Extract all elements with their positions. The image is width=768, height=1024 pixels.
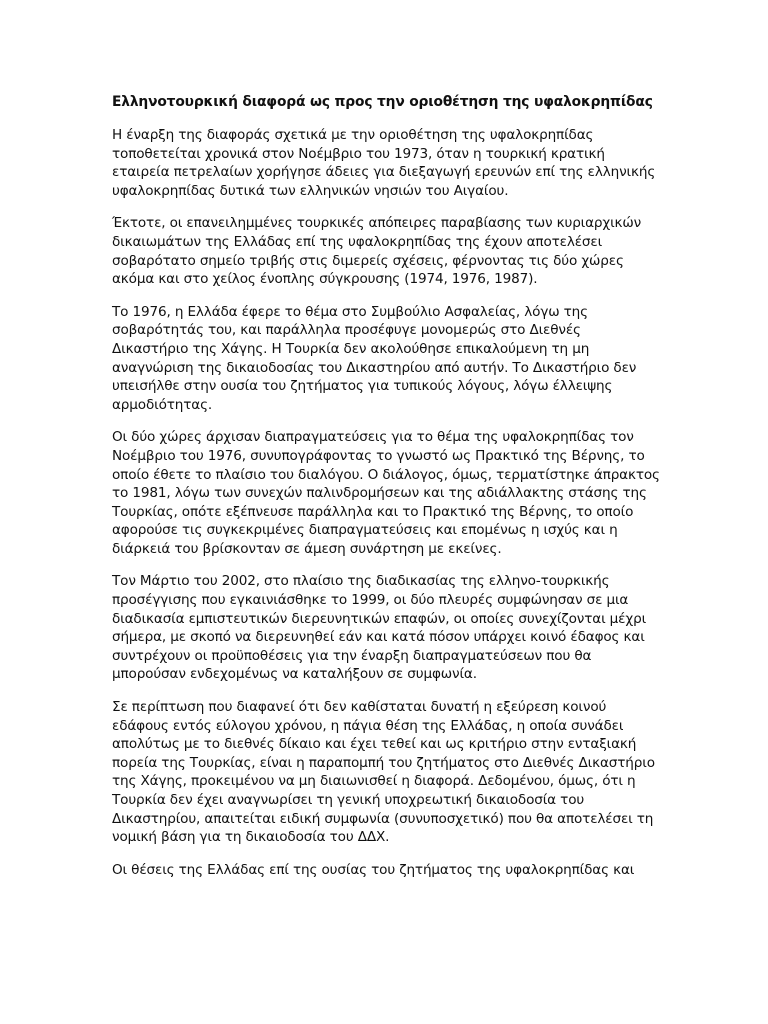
paragraph-1: Η έναρξη της διαφοράς σχετικά με την οριοθέτηση της υφαλοκρηπίδας τοποθετείται χρονικά στον Νοέμβριο του 1973, όταν η τουρκική κρατική εταιρεία πετρελαίων χορήγησε άδειες για διεξαγωγή ερευνών επί της ελληνικής υφαλοκρηπίδας δυτικά των ελληνικών νησιών του Αιγαίου. [112, 127, 656, 199]
document-page [112, 92, 660, 879]
paragraph-4: Οι δύο χώρες άρχισαν διαπραγματεύσεις για το θέμα της υφαλοκρηπίδας τον Νοέμβριο του 1976, συνυπογράφοντας το γνωστό ως Πρακτικό της Βέρνης, το οποίο έθετε το πλαίσιο του διαλόγου. Ο διάλογος, όμως, τερματίστηκε άπρακτος το 1981, λόγω των συνεχών παλινδρομήσεων και της αδιάλλακτης στάσης της Τουρκίας, οπότε εξέπνευσε παράλληλα και το Πρακτικό της Βέρνης, το οποίο αφορούσε τις συγκεκριμένες διαπραγματεύσεις και επομένως η ισχύς και η διάρκειά του βρίσκονταν σε άμεση συνάρτηση με εκείνες. [112, 429, 660, 557]
paragraph-5: Τον Μάρτιο του 2002, στο πλαίσιο της διαδικασίας της ελληνο-τουρκικής προσέγγισης που εγκαινιάσθηκε το 1999, οι δύο πλευρές συμφώνησαν σε μια διαδικασία εμπιστευτικών διερευνητικών επαφών, οι οποίες συνεχίζονται μέχρι σήμερα, με σκοπό να διερευνηθεί εάν και κατά πόσον υπάρχει κοινό έδαφος και συντρέχουν οι προϋποθέσεις για την έναρξη διαπραγματεύσεων που θα μπορούσαν ενδεχομένως να καταλήξουν σε συμφωνία. [112, 573, 647, 683]
document-title: Ελληνοτουρκική διαφορά ως προς την οριοθέτηση της υφαλοκρηπίδας [112, 94, 653, 110]
paragraph-6: Σε περίπτωση που διαφανεί ότι δεν καθίσταται δυνατή η εξεύρεση κοινού εδάφους εντός εύλογου χρόνου, η πάγια θέση της Ελλάδας, η οποία συνάδει απολύτως με το διεθνές δίκαιο και έχει τεθεί και ως κριτήριο στην ενταξιακή πορεία της Τουρκίας, είναι η παραπομπή του ζητήματος στο Διεθνές Δικαστήριο της Χάγης, προκειμένου να μη διαιωνισθεί η διαφορά. Δεδομένου, όμως, ότι η Τουρκία δεν έχει αναγνωρίσει τη γενική υποχρεωτική δικαιοδοσία του Δικαστηρίου, απαιτείται ειδική συμφωνία (συνυποσχετικό) που θα αποτελέσει τη νομική βάση για τη δικαιοδοσία του ΔΔΧ. [112, 699, 655, 846]
paragraph-2: Έκτοτε, οι επανειλημμένες τουρκικές απόπειρες παραβίασης των κυριαρχικών δικαιωμάτων της Ελλάδας επί της υφαλοκρηπίδας της έχουν αποτελέσει σοβαρότατο σημείο τριβής στις διμερείς σχέσεις, φέρνοντας τις δύο χώρες ακόμα και στο χείλος ένοπλης σύγκρουσης (1974, 1976, 1987). [112, 215, 642, 288]
paragraph-3: Το 1976, η Ελλάδα έφερε το θέμα στο Συμβούλιο Ασφαλείας, λόγω της σοβαρότητάς του, και παράλληλα προσέφυγε μονομερώς στο Διεθνές Δικαστήριο της Χάγης. Η Τουρκία δεν ακολούθησε επικαλούμενη τη μη αναγνώριση της δικαιοδοσίας του Δικαστηρίου από αυτήν. Το Δικαστήριο δεν υπεισήλθε στην ουσία του ζητήματος για τυπικούς λόγους, λόγω έλλειψης αρμοδιότητας. [112, 303, 637, 413]
paragraph-7: Οι θέσεις της Ελλάδας επί της ουσίας του ζητήματος της υφαλοκρηπίδας και [112, 861, 635, 878]
